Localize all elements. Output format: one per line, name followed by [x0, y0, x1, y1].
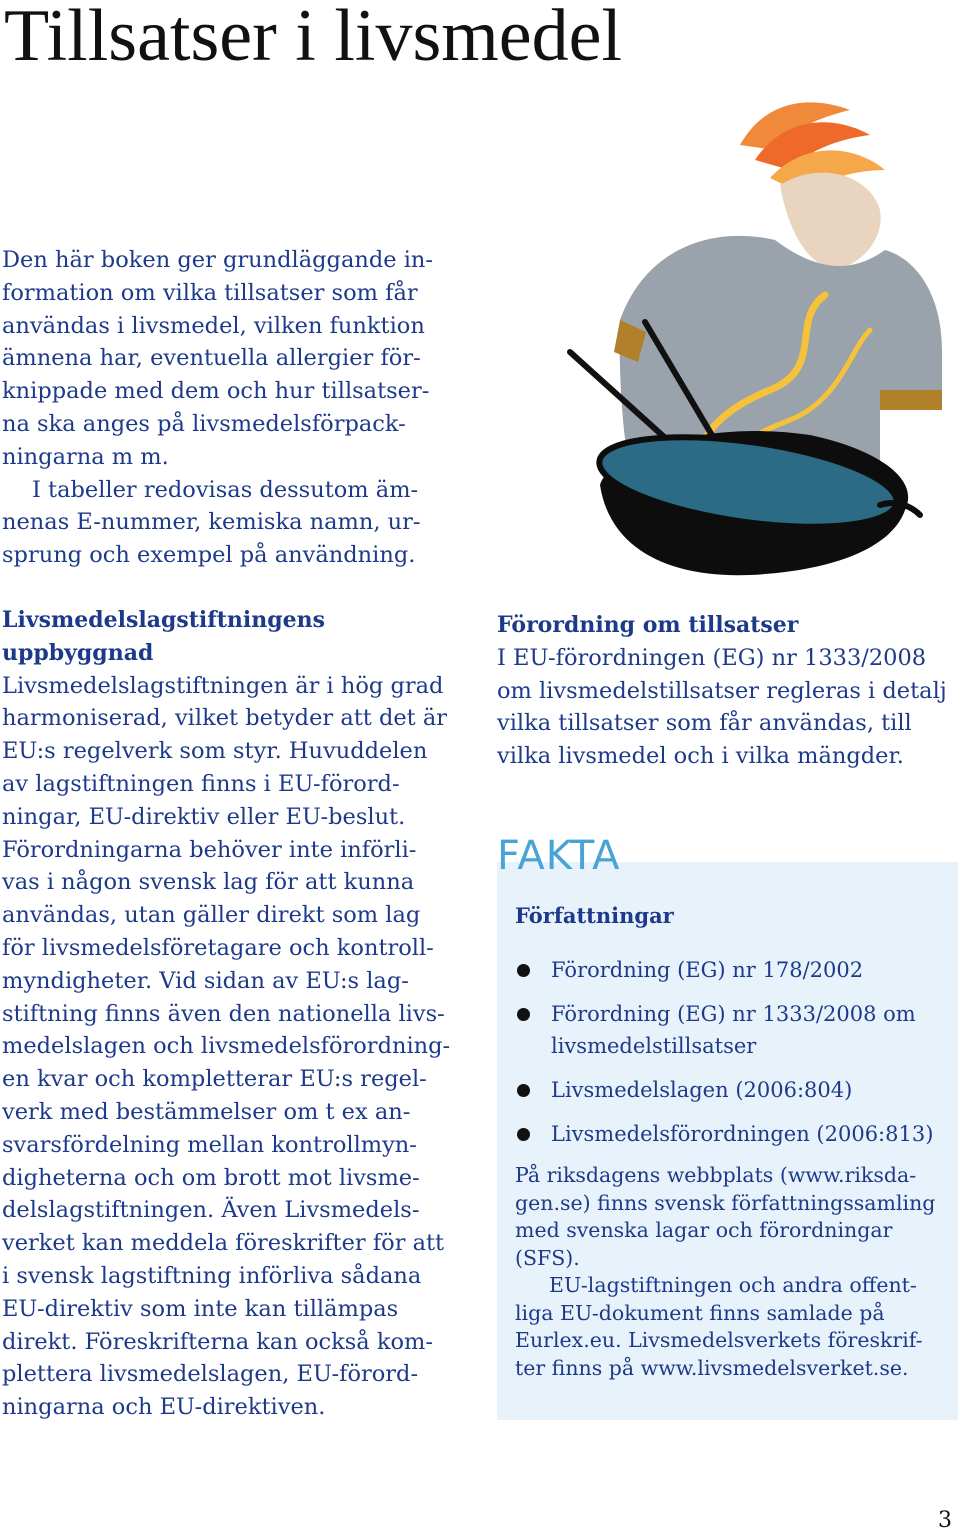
fakta-note-1: På riksdagens webbplats (www.riksda- gen.se) finns svensk författningssamling med svenska lagar och förordningar (SFS).: [515, 1163, 936, 1270]
bullet-icon: [517, 1084, 530, 1097]
fakta-note-2: EU-lagstiftningen och andra offent- liga EU-dokument finns samlade på Eurlex.eu. Livsmedelsverkets föreskrif- ter finns på www.livsmedelsverket.se.: [515, 1273, 923, 1380]
legislation-section: [2, 604, 472, 1424]
intro-paragraph-2: I tabeller redovisas dessutom äm- nenas E-nummer, kemiska namn, ur- sprung och exempel på användning.: [2, 476, 421, 569]
page-number: 3: [938, 1508, 952, 1533]
fakta-notes: [515, 1162, 945, 1382]
fakta-content: [515, 900, 945, 1382]
list-item-text: Förordning (EG) nr 178/2002: [551, 958, 864, 982]
list-item: [515, 998, 945, 1062]
bullet-icon: [517, 964, 530, 977]
page-title: Tillsatser i livsmedel: [4, 0, 623, 77]
intro-paragraph-1: Den här boken ger grundläggande in- formation om vilka tillsatser som får användas i livsmedel, vilken funktion ämnena har, eventuella allergier för- knippade med dem och hur tillsatser- na ska anges på livsmedelsförpack- ningarna m m.: [2, 247, 434, 470]
fakta-label: FAKTA: [497, 833, 621, 879]
bullet-icon: [517, 1008, 530, 1021]
list-item: [515, 954, 945, 986]
fakta-heading: Författningar: [515, 903, 674, 928]
list-item-text: Livsmedelslagen (2006:804): [551, 1078, 853, 1102]
additives-regulation-heading: Förordning om tillsatser: [497, 612, 799, 638]
intro-text: [2, 244, 452, 572]
bullet-icon: [517, 1128, 530, 1141]
legislation-heading: Livsmedelslagstiftningens uppbyggnad: [2, 607, 326, 666]
list-item-text: Livsmedelsförordningen (2006:813): [551, 1122, 934, 1146]
additives-regulation-body: I EU-förordningen (EG) nr 1333/2008 om livsmedelstillsatser regleras i detalj vilka tillsatser som får användas, till vilka livsmedel och i vilka mängder.: [497, 644, 947, 770]
legislation-body: Livsmedelslagstiftningen är i hög grad harmoniserad, vilket betyder att det är EU:s regelverk som styr. Huvuddelen av lagstiftningen finns i EU-förord- ningar, EU-direktiv eller EU-beslut. Förordningarna behöver inte införli- vas i någon svensk lag för att kunna användas, utan gäller direkt som lag för livsmedelsföretagare och kontroll- myndigheter. Vid sidan av EU:s lag- stiftning finns även den nationella livs- medelslagen och livsmedelsförordning- en kvar och kompletterar EU:s regel- verk med bestämmelser om t ex an- svarsfördelning mellan kontrollmyn- digheterna och om brott mot livsme- delslagstiftningen. Även Livsmedels- verket kan meddela föreskrifter för att i svensk lagstiftning införliva sådana EU-direktiv som inte kan tillämpas direkt. Föreskrifterna kan också kom- plettera livsmedelslagen, EU-förord- ningarna och EU-direktiven.: [2, 672, 451, 1421]
list-item-text: Förordning (EG) nr 1333/2008 om livsmedelstillsatser: [551, 1002, 916, 1058]
fakta-list: [515, 954, 945, 1150]
chef-with-wok-illustration: [550, 90, 960, 590]
additives-regulation-section: [497, 609, 957, 773]
list-item: [515, 1074, 945, 1106]
list-item: [515, 1118, 945, 1150]
